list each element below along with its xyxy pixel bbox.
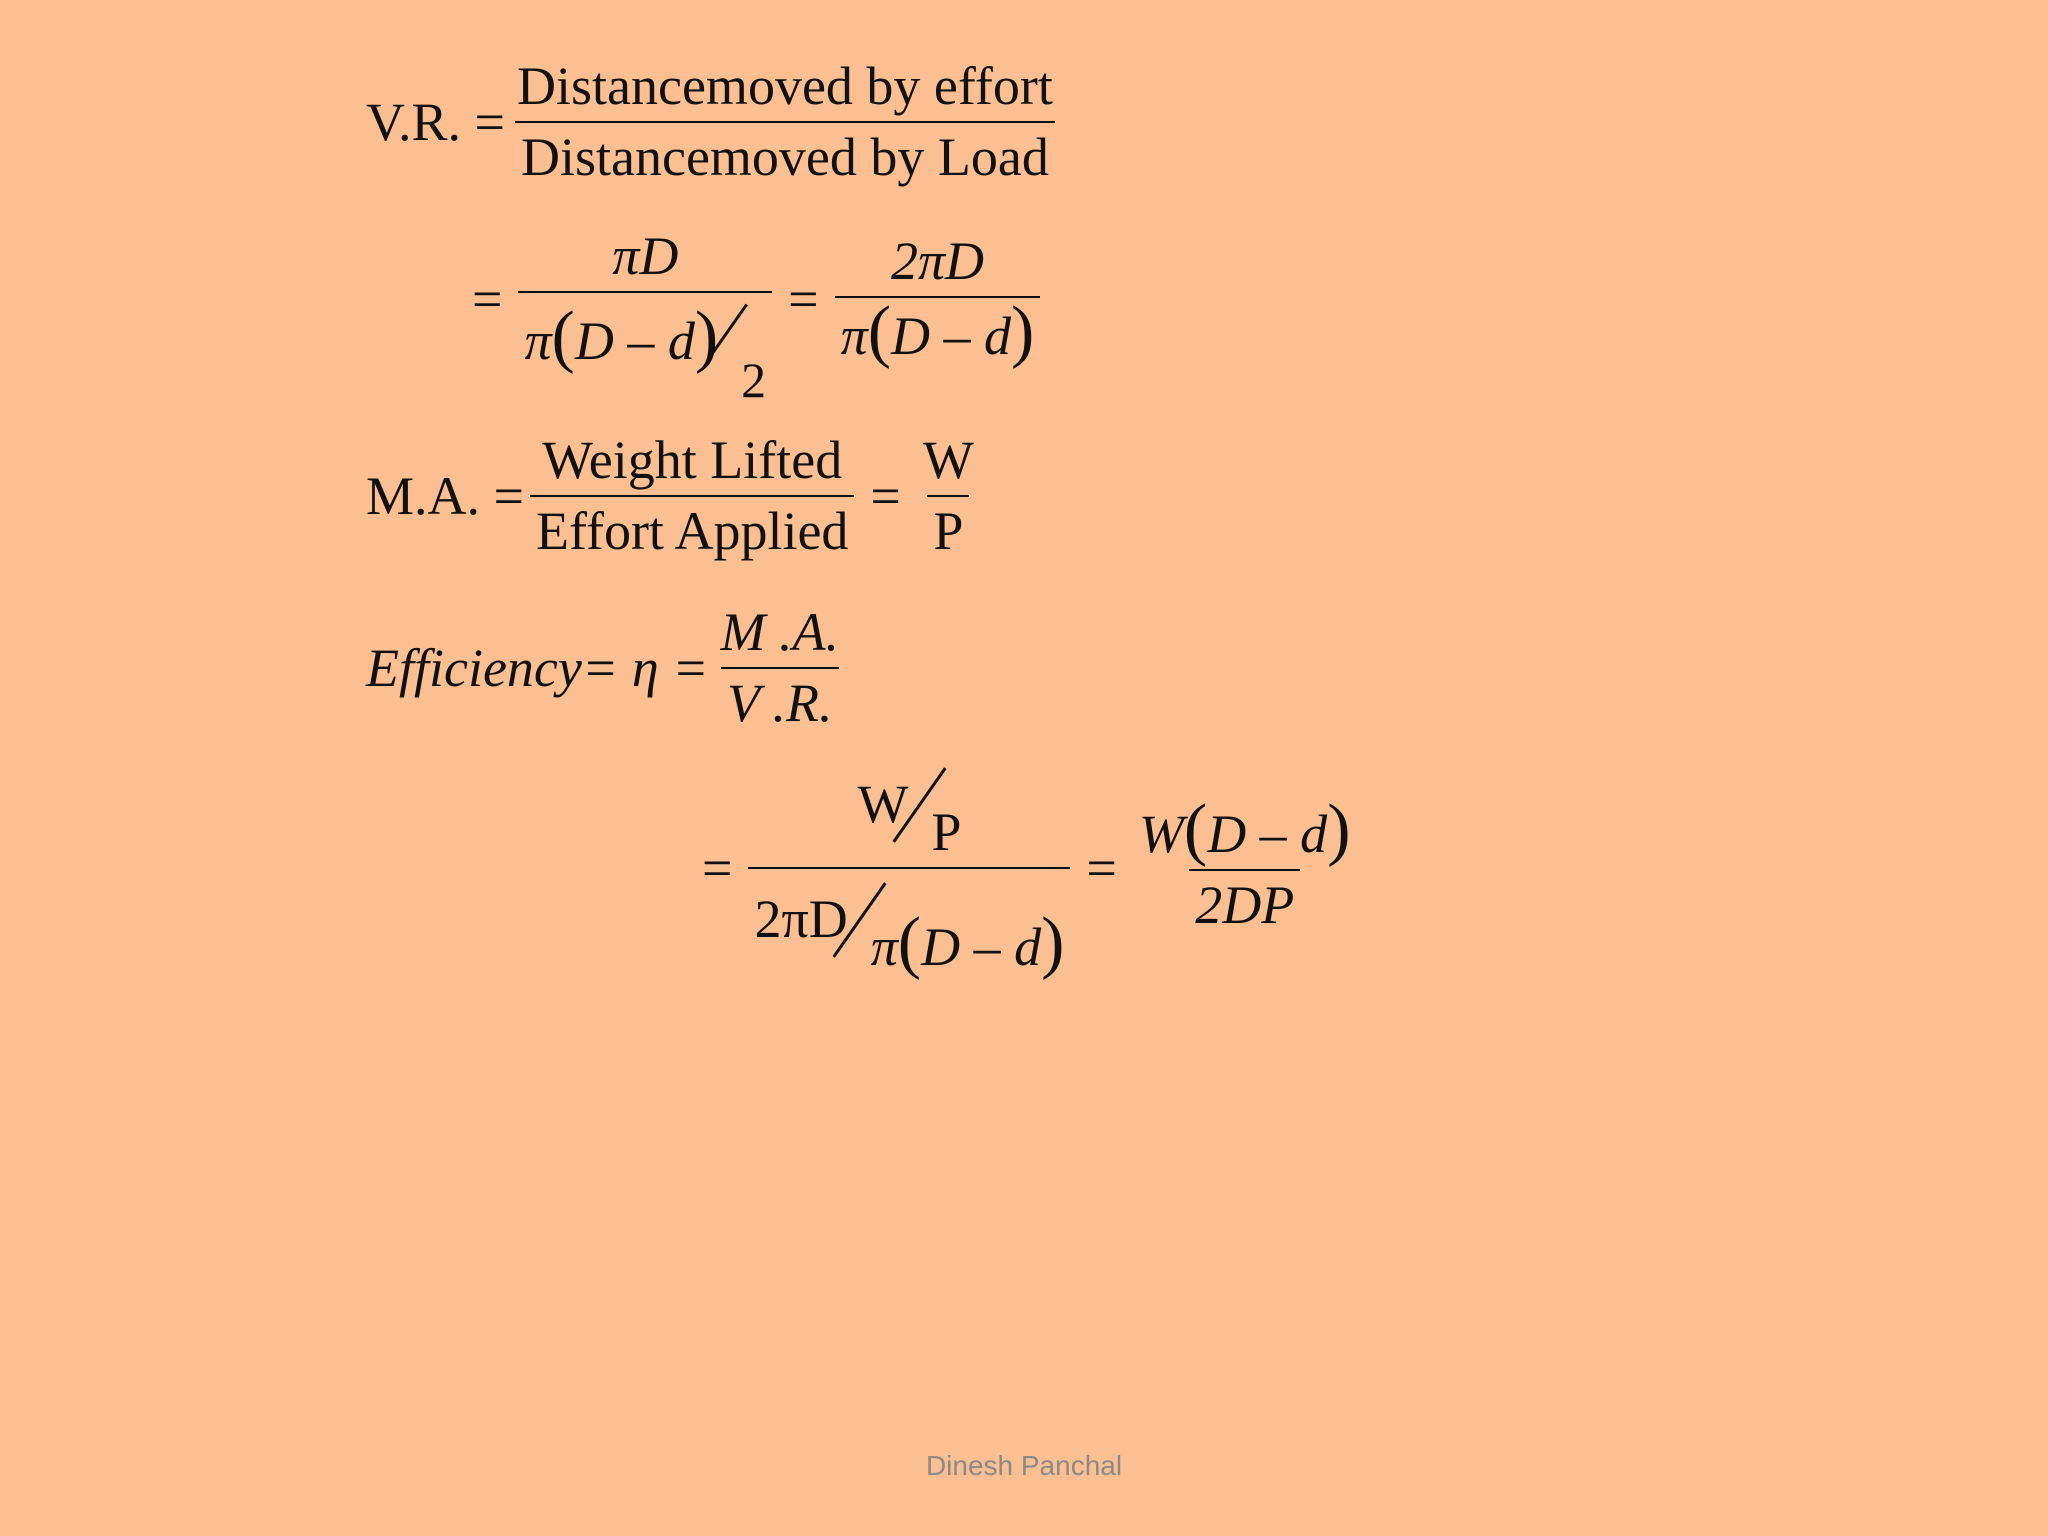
two-pi-d: 2πD <box>754 888 848 949</box>
efficiency-derivation-num-2 <box>1133 791 1357 869</box>
efficiency-derivation-equals-2: = <box>1086 837 1117 898</box>
d-minus-d: D – d <box>921 916 1042 977</box>
vr-derivation-fraction-2 <box>835 231 1041 370</box>
open-paren: ( <box>867 292 891 370</box>
vr-derivation-num-2: 2πD <box>890 231 984 291</box>
vr-derivation-num-1: πD <box>612 226 679 286</box>
two: 2 <box>741 351 767 408</box>
w-symbol: W <box>1138 804 1184 864</box>
ma-equation <box>366 432 986 559</box>
efficiency-derivation-den <box>748 867 1070 981</box>
vr-equation <box>366 58 1065 185</box>
ma-numerator-2: W <box>922 430 974 490</box>
ma-numerator: Weight Lifted <box>542 430 843 490</box>
footer-author: Dinesh Panchal <box>925 1450 1123 1481</box>
close-paren: ) <box>1011 292 1035 370</box>
efficiency-derivation-num <box>851 760 967 867</box>
vr-derivation <box>462 226 1046 408</box>
w-symbol: W <box>857 774 909 834</box>
ma-denominator-2: P <box>927 495 969 560</box>
vr-derivation-fraction-1 <box>518 226 772 408</box>
ma-fraction <box>530 432 854 559</box>
ma-lhs: M.A. = <box>366 465 524 526</box>
vr-fraction <box>511 58 1059 185</box>
vr-derivation-equals-2: = <box>788 268 819 329</box>
ma-equals: = <box>870 465 901 526</box>
close-paren: ) <box>1041 903 1065 981</box>
efficiency-denominator: V .R. <box>721 667 839 732</box>
p-symbol: P <box>931 802 962 862</box>
efficiency-fraction <box>715 604 845 731</box>
vr-derivation-equals: = <box>472 268 503 329</box>
efficiency-derivation <box>692 760 1363 981</box>
close-paren: ) <box>694 297 719 375</box>
pi-symbol: π <box>870 916 898 977</box>
efficiency-eta: = η = <box>581 637 709 698</box>
vr-derivation-den-1 <box>518 291 772 408</box>
open-paren: ( <box>1183 791 1208 868</box>
pi-symbol: π <box>840 305 868 366</box>
efficiency-equation <box>366 604 851 731</box>
open-paren: ( <box>897 903 922 981</box>
efficiency-lhs: Efficiency <box>366 637 582 698</box>
pi-symbol: π <box>524 310 552 371</box>
efficiency-derivation-fraction-2 <box>1133 791 1357 935</box>
efficiency-derivation-den-2: 2DP <box>1189 869 1300 934</box>
efficiency-derivation-fraction-1 <box>748 760 1070 981</box>
d-minus-d: D – d <box>1207 804 1328 864</box>
efficiency-numerator: M .A. <box>720 602 840 662</box>
vr-numerator: Distancemoved by effort <box>517 56 1053 116</box>
d-minus-d: D – d <box>891 305 1011 366</box>
ma-denominator: Effort Applied <box>530 495 854 560</box>
close-paren: ) <box>1327 791 1351 868</box>
vr-denominator: Distancemoved by Load <box>515 121 1055 186</box>
ma-fraction-2 <box>917 432 980 559</box>
open-paren: ( <box>551 297 575 375</box>
vr-lhs: V.R. = <box>366 91 506 152</box>
efficiency-derivation-equals: = <box>702 837 733 898</box>
d-minus-d: D – d <box>574 310 695 371</box>
vr-derivation-den-2 <box>835 292 1041 370</box>
